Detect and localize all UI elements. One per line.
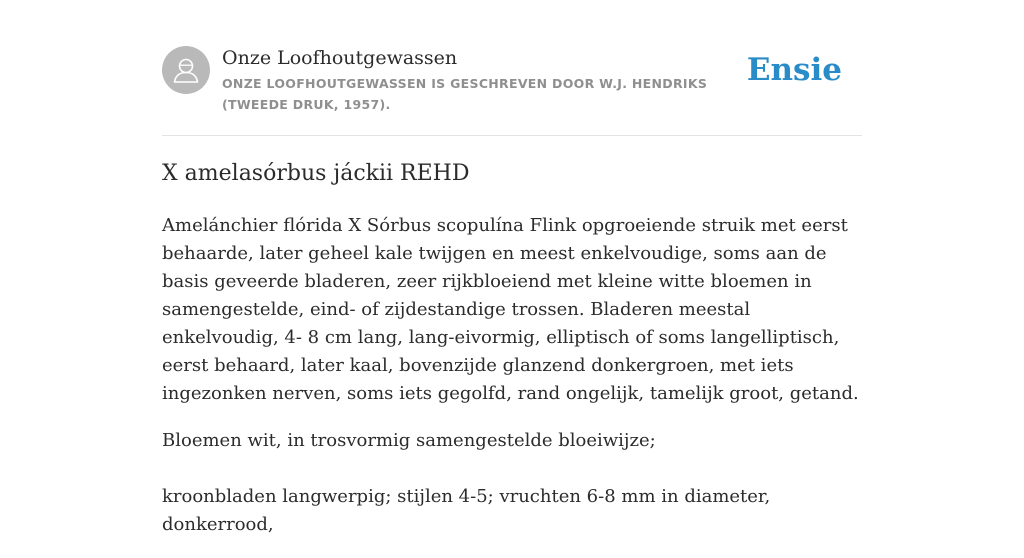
article-paragraph: Bloemen wit, in trosvormig samengestelde bloeiwijze; xyxy=(162,430,656,451)
brand-logo[interactable]: Ensie xyxy=(746,52,842,88)
header-divider xyxy=(162,135,862,136)
article-paragraph: kroonbladen langwerpig; stijlen 4-5; vruchten 6-8 mm in diameter, donkerrood, xyxy=(162,486,771,535)
user-avatar-icon[interactable] xyxy=(162,46,210,94)
book-title[interactable]: Onze Loofhoutgewassen xyxy=(222,47,458,69)
article-paragraph: Amelánchier flórida X Sórbus scopulína Flink opgroeiende struik met eerst behaarde, later geheel kale twijgen en meest enkelvoudige, soms aan de basis geveerde bladeren, zeer rijkbloeiend met kleine witte bloemen in samengestelde, eind- of zijdestandige trossen. Bladeren meestal enkelvoudig, 4- 8 cm lang, lang-eivormig, elliptisch of soms langelliptisch, eerst behaard, later kaal, bovenzijde glanzend donkergroen, met iets ingezonken nerven, soms iets gegolfd, rand ongelijk, tamelijk groot, getand. xyxy=(162,215,859,404)
avatar-person-icon xyxy=(162,46,210,94)
article-title: X amelasórbus jáckii REHD xyxy=(162,161,470,186)
article-content xyxy=(162,158,862,558)
book-subtitle: ONZE LOOFHOUTGEWASSEN IS GESCHREVEN DOOR W.J. HENDRIKS (TWEEDE DRUK, 1957). xyxy=(222,76,708,112)
book-header xyxy=(162,46,862,136)
